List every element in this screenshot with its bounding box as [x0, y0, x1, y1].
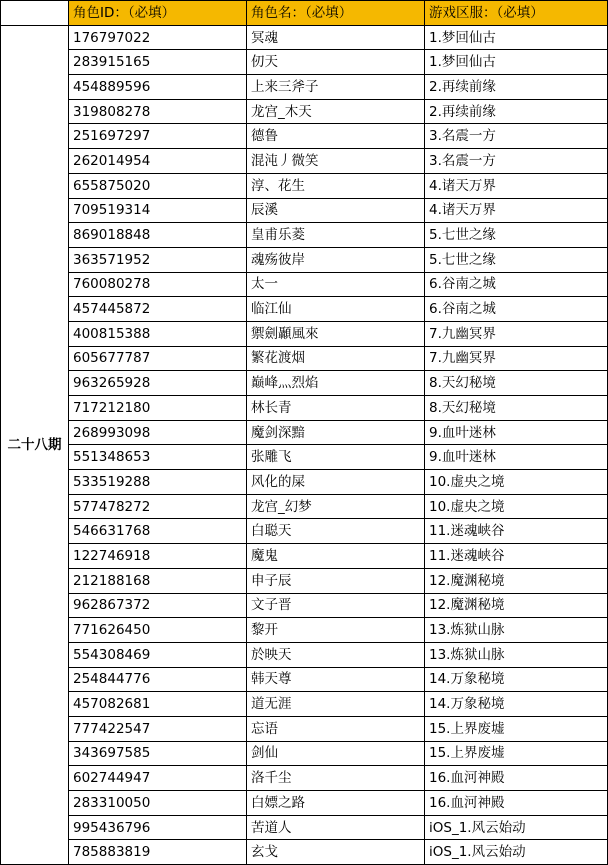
role-id-cell[interactable]: 554308469: [69, 642, 247, 667]
role-id-cell[interactable]: 771626450: [69, 618, 247, 643]
role-id-cell[interactable]: 655875020: [69, 173, 247, 198]
table-row: [1, 791, 608, 816]
role-name-cell[interactable]: 临江仙: [247, 297, 425, 322]
role-id-cell[interactable]: 343697585: [69, 741, 247, 766]
role-name-cell[interactable]: 太一: [247, 272, 425, 297]
role-name-cell[interactable]: 禦劍顳風來: [247, 321, 425, 346]
role-name-cell[interactable]: 风化的屎: [247, 470, 425, 495]
game-server-cell[interactable]: 14.万象秘境: [425, 692, 608, 717]
table-row: [1, 50, 608, 75]
role-id-cell[interactable]: 251697297: [69, 124, 247, 149]
role-id-cell[interactable]: 577478272: [69, 494, 247, 519]
role-id-cell[interactable]: 400815388: [69, 321, 247, 346]
table-row: [1, 741, 608, 766]
game-server-cell[interactable]: 16.血河神殿: [425, 766, 608, 791]
game-server-cell[interactable]: 3.名震一方: [425, 149, 608, 174]
header-row: [1, 1, 608, 26]
table-row: [1, 99, 608, 124]
role-name-cell[interactable]: 繁花渡烟: [247, 346, 425, 371]
table-row: [1, 519, 608, 544]
role-id-cell[interactable]: 363571952: [69, 247, 247, 272]
table-row: [1, 692, 608, 717]
table-row: [1, 25, 608, 50]
table-row: [1, 420, 608, 445]
table-row: [1, 124, 608, 149]
corner-cell[interactable]: [1, 1, 69, 26]
role-name-cell[interactable]: 皇甫乐菱: [247, 223, 425, 248]
table-row: [1, 568, 608, 593]
role-id-cell[interactable]: 962867372: [69, 593, 247, 618]
role-name-cell[interactable]: 仞天: [247, 50, 425, 75]
game-server-cell[interactable]: 1.梦回仙古: [425, 25, 608, 50]
table-row: [1, 840, 608, 865]
game-server-cell[interactable]: 8.天幻秘境: [425, 371, 608, 396]
table-row: [1, 766, 608, 791]
table-body: [1, 1, 608, 865]
game-server-cell[interactable]: 14.万象秘境: [425, 667, 608, 692]
game-server-cell[interactable]: 13.炼狱山脉: [425, 642, 608, 667]
role-id-cell[interactable]: 709519314: [69, 198, 247, 223]
game-server-cell[interactable]: 6.谷南之城: [425, 272, 608, 297]
role-id-cell[interactable]: 717212180: [69, 396, 247, 421]
role-name-cell[interactable]: 淳、花生: [247, 173, 425, 198]
table-row: [1, 75, 608, 100]
role-id-cell[interactable]: 254844776: [69, 667, 247, 692]
period-label-cell[interactable]: 二十八期: [1, 25, 69, 864]
game-server-cell[interactable]: 9.血叶迷林: [425, 420, 608, 445]
role-id-cell[interactable]: 268993098: [69, 420, 247, 445]
table-row: [1, 815, 608, 840]
role-name-cell[interactable]: 道无涯: [247, 692, 425, 717]
role-id-cell[interactable]: 212188168: [69, 568, 247, 593]
game-server-cell[interactable]: 12.魔渊秘境: [425, 593, 608, 618]
role-id-cell[interactable]: 283915165: [69, 50, 247, 75]
role-name-cell[interactable]: 龙宫_木天: [247, 99, 425, 124]
game-server-cell[interactable]: 12.魔渊秘境: [425, 568, 608, 593]
role-name-cell[interactable]: 剑仙: [247, 741, 425, 766]
role-id-cell[interactable]: 283310050: [69, 791, 247, 816]
role-name-cell[interactable]: 林长青: [247, 396, 425, 421]
role-name-cell[interactable]: 申子辰: [247, 568, 425, 593]
table-row: [1, 716, 608, 741]
game-server-cell[interactable]: 7.九幽冥界: [425, 321, 608, 346]
role-id-cell[interactable]: 602744947: [69, 766, 247, 791]
role-name-cell[interactable]: 冥魂: [247, 25, 425, 50]
game-server-cell[interactable]: 4.诸天万界: [425, 173, 608, 198]
table-row: [1, 470, 608, 495]
role-name-cell[interactable]: 文子晋: [247, 593, 425, 618]
game-server-cell[interactable]: 7.九幽冥界: [425, 346, 608, 371]
role-name-cell[interactable]: 魂殇彼岸: [247, 247, 425, 272]
game-server-cell[interactable]: 4.诸天万界: [425, 198, 608, 223]
game-server-cell[interactable]: iOS_1.风云始动: [425, 815, 608, 840]
role-name-cell[interactable]: 玄戈: [247, 840, 425, 865]
role-name-cell[interactable]: 洛千尘: [247, 766, 425, 791]
role-id-cell[interactable]: 454889596: [69, 75, 247, 100]
role-id-cell[interactable]: 319808278: [69, 99, 247, 124]
table-row: [1, 223, 608, 248]
role-id-cell[interactable]: 457445872: [69, 297, 247, 322]
table-row: [1, 149, 608, 174]
game-server-cell[interactable]: 16.血河神殿: [425, 791, 608, 816]
role-name-cell[interactable]: 德鲁: [247, 124, 425, 149]
table-row: [1, 247, 608, 272]
game-server-cell[interactable]: 2.再续前缘: [425, 75, 608, 100]
table-row: [1, 297, 608, 322]
game-server-cell[interactable]: 1.梦回仙古: [425, 50, 608, 75]
role-id-cell[interactable]: 995436796: [69, 815, 247, 840]
game-server-cell[interactable]: 15.上界废墟: [425, 741, 608, 766]
role-id-cell[interactable]: 176797022: [69, 25, 247, 50]
role-name-cell[interactable]: 白嫖之路: [247, 791, 425, 816]
game-server-cell[interactable]: iOS_1.风云始动: [425, 840, 608, 865]
table-row: [1, 198, 608, 223]
role-name-cell[interactable]: 龙宫_幻梦: [247, 494, 425, 519]
role-id-cell[interactable]: 533519288: [69, 470, 247, 495]
role-id-cell[interactable]: 122746918: [69, 544, 247, 569]
role-id-cell[interactable]: 760080278: [69, 272, 247, 297]
role-name-cell[interactable]: 白聪天: [247, 519, 425, 544]
role-id-cell[interactable]: 546631768: [69, 519, 247, 544]
game-server-cell[interactable]: 8.天幻秘境: [425, 396, 608, 421]
role-name-cell[interactable]: 忘语: [247, 716, 425, 741]
game-server-cell[interactable]: 15.上界废墟: [425, 716, 608, 741]
game-server-cell[interactable]: 5.七世之缘: [425, 247, 608, 272]
table-row: [1, 173, 608, 198]
role-id-cell[interactable]: 963265928: [69, 371, 247, 396]
role-name-cell[interactable]: 混沌丿微笑: [247, 149, 425, 174]
role-name-cell[interactable]: 韩天尊: [247, 667, 425, 692]
game-server-cell[interactable]: 10.虚央之境: [425, 470, 608, 495]
table-row: [1, 618, 608, 643]
table-row: [1, 346, 608, 371]
role-id-cell[interactable]: 785883819: [69, 840, 247, 865]
role-name-cell[interactable]: 於映天: [247, 642, 425, 667]
game-server-cell[interactable]: 5.七世之缘: [425, 223, 608, 248]
game-server-cell[interactable]: 10.虚央之境: [425, 494, 608, 519]
game-server-cell[interactable]: 2.再续前缘: [425, 99, 608, 124]
table-row: [1, 272, 608, 297]
table-row: [1, 371, 608, 396]
game-server-cell[interactable]: 9.血叶迷林: [425, 445, 608, 470]
game-server-cell[interactable]: 11.迷魂峡谷: [425, 519, 608, 544]
role-id-cell[interactable]: 457082681: [69, 692, 247, 717]
game-server-cell[interactable]: 3.名震一方: [425, 124, 608, 149]
table-row: [1, 396, 608, 421]
table-row: [1, 494, 608, 519]
role-name-cell[interactable]: 魔剑深黯: [247, 420, 425, 445]
header-game-server[interactable]: 游戏区服：（必填）: [425, 1, 608, 26]
table-row: [1, 667, 608, 692]
game-server-cell[interactable]: 6.谷南之城: [425, 297, 608, 322]
role-id-cell[interactable]: 262014954: [69, 149, 247, 174]
game-server-cell[interactable]: 13.炼狱山脉: [425, 618, 608, 643]
table-row: [1, 593, 608, 618]
role-id-cell[interactable]: 777422547: [69, 716, 247, 741]
table-row: [1, 445, 608, 470]
role-name-cell[interactable]: 苦道人: [247, 815, 425, 840]
header-role-name[interactable]: 角色名：（必填）: [247, 1, 425, 26]
role-name-cell[interactable]: 上来三斧子: [247, 75, 425, 100]
role-name-cell[interactable]: 巅峰灬烈焰: [247, 371, 425, 396]
table-row: [1, 321, 608, 346]
header-role-id[interactable]: 角色ID：（必填）: [69, 1, 247, 26]
game-server-cell[interactable]: 11.迷魂峡谷: [425, 544, 608, 569]
role-id-cell[interactable]: 869018848: [69, 223, 247, 248]
role-name-cell[interactable]: 张雕飞: [247, 445, 425, 470]
table-row: [1, 642, 608, 667]
role-name-cell[interactable]: 魔鬼: [247, 544, 425, 569]
role-id-cell[interactable]: 551348653: [69, 445, 247, 470]
table-row: [1, 544, 608, 569]
role-name-cell[interactable]: 黎开: [247, 618, 425, 643]
role-name-cell[interactable]: 辰溪: [247, 198, 425, 223]
role-id-cell[interactable]: 605677787: [69, 346, 247, 371]
